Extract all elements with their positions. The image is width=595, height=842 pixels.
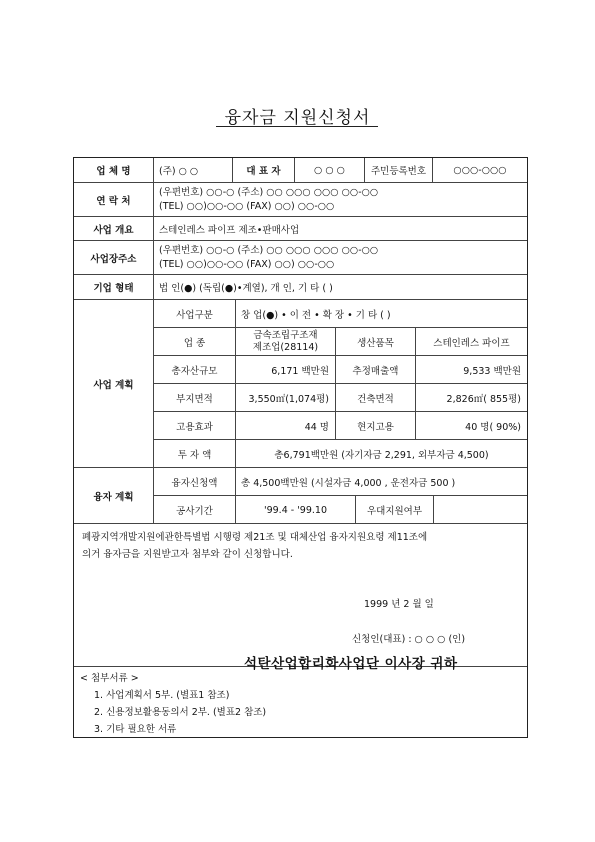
ceo-value: ○ ○ ○ (295, 158, 365, 182)
loan-priority-value (434, 496, 527, 524)
plan-employment-label: 고용효과 (154, 412, 236, 439)
site-label: 사업장주소 (74, 241, 154, 274)
loan-amount-label: 융자신청액 (154, 468, 236, 495)
declaration-date: 1999 년 2 월 일 (364, 599, 434, 610)
site-row (74, 241, 527, 275)
plan-local-label: 현지고용 (336, 412, 416, 439)
application-form (73, 157, 528, 738)
plan-block (74, 300, 527, 468)
contact-line-2: (TEL) ○○)○○-○○ (FAX) ○○) ○○-○○ (159, 200, 335, 212)
plan-building-value: 2,826㎡( 855평) (446, 393, 521, 405)
plan-invest-label: 투 자 액 (154, 440, 236, 468)
company-row (74, 158, 527, 183)
plan-land-label: 부지면적 (154, 384, 236, 411)
loan-period-label: 공사기간 (154, 496, 236, 524)
plan-industry-value (236, 328, 336, 355)
form-row (74, 275, 527, 300)
contact-label: 연 락 처 (74, 183, 154, 216)
plan-sales-value: 9,533 백만원 (463, 365, 521, 377)
declaration-recipient: 석탄산업합리화사업단 이사장 귀하 (244, 656, 458, 672)
plan-industry-row (154, 328, 527, 356)
plan-local-value: 40 명( 90%) (465, 421, 521, 433)
attachment-item-3: 3. 기타 필요한 서류 (94, 724, 177, 735)
business-row (74, 217, 527, 241)
plan-sales-label: 추정매출액 (336, 356, 416, 383)
attachments-block (74, 667, 527, 737)
loan-amount-row (154, 468, 527, 496)
declaration-line-2: 의거 융자금을 지원받고자 첨부와 같이 신청합니다. (82, 549, 293, 560)
resident-label: 주민등록번호 (365, 158, 433, 182)
plan-table (154, 300, 527, 468)
attachment-item-2: 2. 신용정보활용동의서 2부. (별표2 참조) (94, 707, 267, 718)
plan-employment-value: 44 명 (236, 412, 336, 439)
plan-investment-value: 6,171 백만원 (236, 356, 336, 383)
site-line-2: (TEL) ○○)○○-○○ (FAX) ○○) ○○-○○ (159, 258, 335, 270)
contact-value (154, 183, 527, 216)
loan-label: 융자 계획 (74, 468, 154, 523)
form-value: 법 인(●) (독립(●)•계열), 개 인, 기 타 ( ) (159, 283, 333, 294)
loan-period-row (154, 496, 527, 524)
plan-building-label: 건축면적 (336, 384, 416, 411)
resident-value: ○○○-○○○ (453, 164, 507, 176)
plan-land-value: 3,550㎡(1,074평) (236, 384, 336, 411)
site-line-1: (우편번호) ○○-○ (주소) ○○ ○○○ ○○○ ○○-○○ (159, 244, 379, 256)
plan-industry-value-2: 제조업(28114) (252, 341, 319, 353)
site-value (154, 241, 527, 274)
plan-land-row (154, 384, 527, 412)
declaration-applicant: 신청인(대표) : ○ ○ ○ (인) (352, 634, 466, 645)
plan-type-value: 창 업(●) • 이 전 • 확 장 • 기 타 ( ) (241, 309, 391, 321)
business-value: 스테인레스 파이프 제조•판매사업 (159, 224, 300, 236)
company-value: (주) ○ ○ (154, 158, 233, 182)
plan-investment-label: 총자산규모 (154, 356, 236, 383)
loan-period-value: '99.4 - '99.10 (236, 496, 356, 524)
plan-employment-row (154, 412, 527, 440)
title-underline (216, 126, 378, 127)
ceo-label: 대 표 자 (233, 158, 295, 182)
plan-industry-value-1: 금속조립구조재 (253, 329, 318, 341)
document-title: 융자금 지원신청서 (224, 108, 371, 128)
loan-block (74, 468, 527, 524)
business-label: 사업 개요 (74, 217, 154, 240)
declaration-text (74, 524, 527, 563)
form-label: 기업 형태 (74, 275, 154, 299)
attachments-title: < 첨부서류 > (80, 673, 139, 684)
loan-table (154, 468, 527, 524)
plan-invest-row (154, 440, 527, 468)
plan-type-label: 사업구분 (154, 300, 236, 327)
plan-investment-row (154, 356, 527, 384)
plan-industry-label: 업 종 (154, 328, 236, 355)
loan-amount-value: 총 4,500백만원 (시설자금 4,000 , 운전자금 500 ) (241, 477, 456, 489)
contact-row (74, 183, 527, 217)
attachment-item-1: 1. 사업계획서 5부. (별표1 참조) (94, 690, 230, 701)
plan-label: 사업 계획 (74, 300, 154, 467)
declaration-line-1: 폐광지역개발지원에관한특별법 시행령 제21조 및 대체산업 융자지원요령 제11조에 (82, 532, 428, 543)
plan-type-row (154, 300, 527, 328)
contact-line-1: (우편번호) ○○-○ (주소) ○○ ○○○ ○○○ ○○-○○ (159, 186, 379, 198)
plan-invest-value: 총6,791백만원 (자기자금 2,291, 외부자금 4,500) (274, 450, 489, 461)
plan-product-value: 스테인레스 파이프 (433, 337, 510, 349)
declaration-block (74, 524, 527, 672)
loan-priority-label: 우대지원여부 (356, 496, 434, 524)
company-label: 업 체 명 (74, 158, 154, 182)
plan-product-label: 생산품목 (336, 328, 416, 355)
